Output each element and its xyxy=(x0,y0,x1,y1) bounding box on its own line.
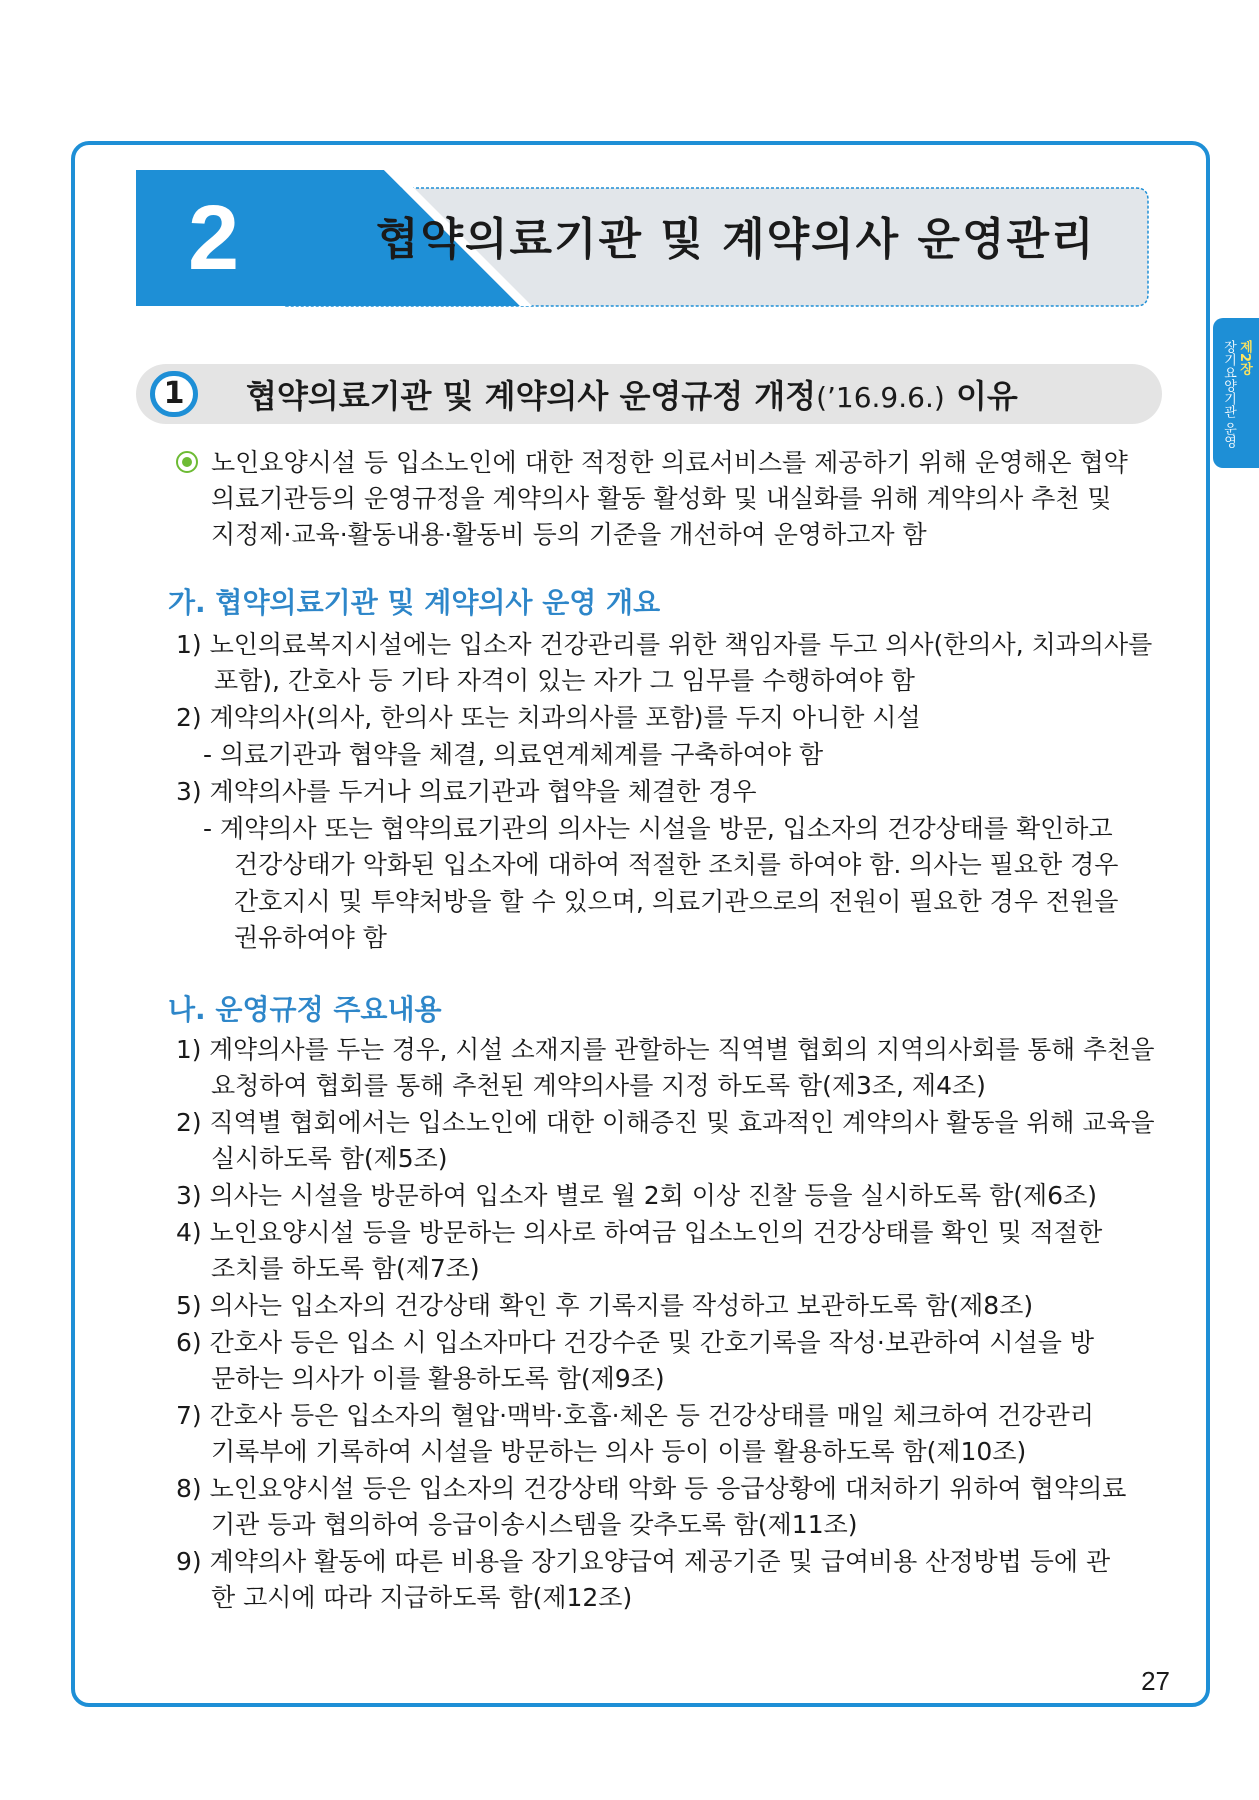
list-item: 4) 노인요양시설 등을 방문하는 의사로 하여금 입소노인의 건강상태를 확인 및 적절한 xyxy=(176,1218,1103,1247)
chapter-number: 2 xyxy=(188,187,240,289)
list-item: 2) 계약의사(의사, 한의사 또는 치과의사를 포함)를 두지 아니한 시설 xyxy=(176,703,921,732)
side-tab-title: 장기요양기관 운영 xyxy=(1221,340,1236,449)
section-number-badge: 1 xyxy=(150,371,198,417)
list-item: 5) 의사는 입소자의 건강상태 확인 후 기록지를 작성하고 보관하도록 함(제8조) xyxy=(176,1291,1034,1320)
section-title-suffix: 이유 xyxy=(944,377,1018,415)
intro-bullet-icon xyxy=(176,451,198,473)
chapter-title: 협약의료기관 및 계약의사 운영관리 xyxy=(376,214,1096,265)
list-item: 3) 계약의사를 두거나 의료기관과 협약을 체결한 경우 xyxy=(176,777,757,806)
list-subitem-continuation: 권유하여야 함 xyxy=(234,923,387,952)
list-item: 9) 계약의사 활동에 따른 비용을 장기요양급여 제공기준 및 급여비용 산정방법 등에 관 xyxy=(176,1547,1111,1576)
list-subitem: - 계약의사 또는 협약의료기관의 의사는 시설을 방문, 입소자의 건강상태를 확인하고 xyxy=(203,814,1113,843)
list-item-continuation: 조치를 하도록 함(제7조) xyxy=(211,1254,480,1283)
page-number: 27 xyxy=(1141,1666,1170,1696)
list-item-continuation: 기관 등과 협의하여 응급이송시스템을 갖추도록 함(제11조) xyxy=(211,1510,858,1539)
list-item-continuation: 기록부에 기록하여 시설을 방문하는 의사 등이 이를 활용하도록 함(제10조) xyxy=(211,1437,1027,1466)
list-item: 8) 노인요양시설 등은 입소자의 건강상태 악화 등 응급상황에 대처하기 위하여 협약의료 xyxy=(176,1474,1127,1503)
list-subitem-continuation: 간호지시 및 투약처방을 할 수 있으며, 의료기관으로의 전원이 필요한 경우 전원을 xyxy=(234,887,1119,916)
list-item: 1) 계약의사를 두는 경우, 시설 소재지를 관할하는 직역별 협회의 지역의사회를 통해 추천을 xyxy=(176,1035,1155,1064)
list-item-continuation: 실시하도록 함(제5조) xyxy=(211,1144,448,1173)
section-title xyxy=(246,373,1146,419)
list-item-continuation: 문하는 의사가 이를 활용하도록 함(제9조) xyxy=(211,1364,665,1393)
section-title-main: 협약의료기관 및 계약의사 운영규정 개정 xyxy=(246,377,817,415)
section-title-date: (’16.9.6.) xyxy=(816,381,945,414)
side-tab-chapter: 제2장 xyxy=(1237,340,1252,376)
list-subitem-continuation: 건강상태가 악화된 입소자에 대하여 적절한 조치를 하여야 함. 의사는 필요한 경우 xyxy=(234,850,1119,879)
list-subitem: - 의료기관과 협약을 체결, 의료연계체계를 구축하여야 함 xyxy=(203,740,824,769)
subsection-heading-a: 가. 협약의료기관 및 계약의사 운영 개요 xyxy=(168,586,661,619)
list-item: 6) 간호사 등은 입소 시 입소자마다 건강수준 및 간호기록을 작성·보관하여 시설을 방 xyxy=(176,1328,1094,1357)
intro-line: 지정제·교육·활동내용·활동비 등의 기준을 개선하여 운영하고자 함 xyxy=(211,520,927,549)
list-item: 7) 간호사 등은 입소자의 혈압·맥박·호흡·체온 등 건강상태를 매일 체크하여 건강관리 xyxy=(176,1401,1094,1430)
intro-line: 의료기관등의 운영규정을 계약의사 활동 활성화 및 내실화를 위해 계약의사 추천 및 xyxy=(211,484,1112,513)
intro-line: 노인요양시설 등 입소노인에 대한 적정한 의료서비스를 제공하기 위해 운영해온 협약 xyxy=(211,448,1128,477)
subsection-heading-b: 나. 운영규정 주요내용 xyxy=(168,993,442,1026)
side-chapter-tab-text xyxy=(1220,340,1252,448)
list-item: 2) 직역별 협회에서는 입소노인에 대한 이해증진 및 효과적인 계약의사 활동을 위해 교육을 xyxy=(176,1108,1155,1137)
list-item-continuation: 포함), 간호사 등 기타 자격이 있는 자가 그 임무를 수행하여야 함 xyxy=(214,666,915,695)
list-item-continuation: 요청하여 협회를 통해 추천된 계약의사를 지정 하도록 함(제3조, 제4조) xyxy=(211,1071,986,1100)
chapter-banner xyxy=(136,170,1151,308)
list-item: 3) 의사는 시설을 방문하여 입소자 별로 월 2회 이상 진찰 등을 실시하도록 함(제6조) xyxy=(176,1181,1097,1210)
list-item-continuation: 한 고시에 따라 지급하도록 함(제12조) xyxy=(211,1583,633,1612)
list-item: 1) 노인의료복지시설에는 입소자 건강관리를 위한 책임자를 두고 의사(한의사, 치과의사를 xyxy=(176,630,1153,659)
